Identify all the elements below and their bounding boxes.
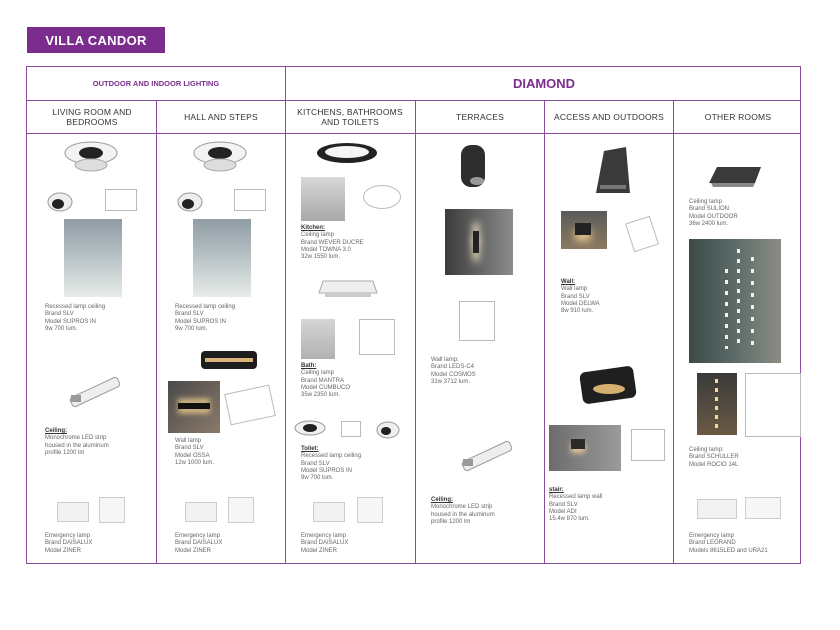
group-title-left: OUTDOOR AND INDOOR LIGHTING <box>92 79 220 88</box>
technical-drawing <box>745 373 801 437</box>
caption-emergency: Emergency lamp Brand LEGRAND Models 8615LED and URA21 <box>689 533 768 554</box>
emergency-lamp-image <box>57 502 89 522</box>
caption-ceiling: Ceiling: Monochrome LED strip housed in the aluminum profile 1200 lm <box>45 428 109 456</box>
divider <box>27 100 800 101</box>
emergency-lamp-image <box>185 502 217 522</box>
col-head-living: LIVING ROOM AND BEDROOMS <box>52 107 132 127</box>
recessed-lamp-image <box>293 419 327 441</box>
wall-lamp-image <box>455 141 491 191</box>
page-title: VILLA CANDOR <box>27 27 165 53</box>
caption-emergency: Emergency lamp Brand DAISALUX Model ZINER <box>175 533 223 554</box>
col-head-other: OTHER ROOMS <box>704 112 772 123</box>
technical-drawing <box>234 189 266 211</box>
emergency-lamp-image <box>357 497 383 523</box>
caption-ceiling: Ceiling: Monochrome LED strip housed in the aluminum profile 1200 lm <box>431 497 495 525</box>
caption-wall: Wall lamp: Brand LEDS-C4 Model COSMOS 31w 3712 lum. <box>431 357 476 385</box>
terrace-photo <box>445 209 513 275</box>
wall-lamp-photo <box>168 381 220 433</box>
technical-drawing <box>105 189 137 211</box>
bath-photo <box>301 319 335 359</box>
recessed-lamp-image <box>63 139 119 175</box>
caption-toilet: Toilet: Recessed lamp ceiling Brand SLV Model SUPROS IN 9w 700 lum. <box>301 446 362 482</box>
stair-lamp-image <box>579 365 637 405</box>
technical-drawing <box>359 319 395 355</box>
technical-drawing <box>363 185 401 209</box>
divider <box>673 100 674 563</box>
emergency-lamp-image <box>99 497 125 523</box>
recessed-lamp-image <box>192 139 248 175</box>
caption-emergency: Emergency lamp Brand DAISALUX Model ZINER <box>301 533 349 554</box>
stair-photo <box>549 425 621 471</box>
technical-drawing <box>625 216 659 253</box>
caption-wall: Wall: Wall lamp Brand SLV Model DELWA 8w 910 lum. <box>561 279 600 315</box>
room-photo <box>64 219 122 297</box>
lighting-table <box>26 66 801 564</box>
recessed-lamp-side-image <box>177 191 203 213</box>
caption-ceiling-2: Ceiling lamp: Brand SCHULLER Model ROCIO 14L <box>689 447 739 468</box>
emergency-lamp-image <box>745 497 781 519</box>
technical-drawing <box>341 421 361 437</box>
room-photo <box>193 219 251 297</box>
emergency-lamp-image <box>228 497 254 523</box>
wall-lamp-photo <box>561 211 607 249</box>
col-head-access: ACCESS AND OUTDOORS <box>553 112 665 123</box>
emergency-lamp-image <box>313 502 345 522</box>
col-head-hall: HALL AND STEPS <box>184 112 258 123</box>
outdoor-wall-lamp-image <box>592 147 632 197</box>
led-strip-image <box>65 369 125 417</box>
caption-ceiling: Ceiling lamp Brand SULION Model OUTDOOR 36w 2400 lum. <box>689 199 738 227</box>
chandelier-photo <box>689 239 781 363</box>
caption-stair: stair: Recessed lamp wall Brand SLV Model ADI 15.4w 870 lum. <box>549 487 603 523</box>
caption-lamp: Recessed lamp ceiling Brand SLV Model SUPROS IN 9w 700 lum. <box>45 304 106 332</box>
wall-lamp-image <box>197 345 261 375</box>
recessed-lamp-side-image <box>47 191 73 213</box>
col-head-terraces: TERRACES <box>456 112 504 123</box>
recessed-lamp-side-image <box>375 419 401 441</box>
caption-lamp: Recessed lamp ceiling Brand SLV Model SUPROS IN 9w 700 lum. <box>175 304 236 332</box>
kitchen-photo <box>301 177 345 221</box>
caption-emergency: Emergency lamp Brand DAISALUX Model ZINER <box>45 533 93 554</box>
square-ceiling-lamp-image <box>707 163 763 191</box>
led-strip-image <box>457 433 517 479</box>
divider <box>415 100 416 563</box>
ceiling-lamp-image <box>317 273 379 303</box>
caption-wall: Wall lamp Brand SLV Model OSSA 12w 1000 lum. <box>175 438 215 466</box>
emergency-lamp-image <box>697 499 737 519</box>
chandelier-photo <box>697 373 737 435</box>
technical-drawing <box>224 385 276 426</box>
group-title-right: DIAMOND <box>512 76 576 91</box>
caption-bath: Bath: Ceiling lamp Brand MANTRA Model CUMBUCO 35w 2350 lum. <box>301 363 351 399</box>
caption-kitchen: Kitchen: Ceiling lamp Brand WEVER DUCRE Model TOWNA 3.0 32w 1550 lum. <box>301 225 364 261</box>
divider <box>285 67 286 563</box>
ceiling-lamp-image <box>315 141 379 165</box>
divider <box>544 100 545 563</box>
technical-drawing <box>631 429 665 461</box>
col-head-kitchens: KITCHENS, BATHROOMS AND TOILETS <box>297 107 403 127</box>
technical-drawing <box>459 301 495 341</box>
divider <box>156 100 157 563</box>
